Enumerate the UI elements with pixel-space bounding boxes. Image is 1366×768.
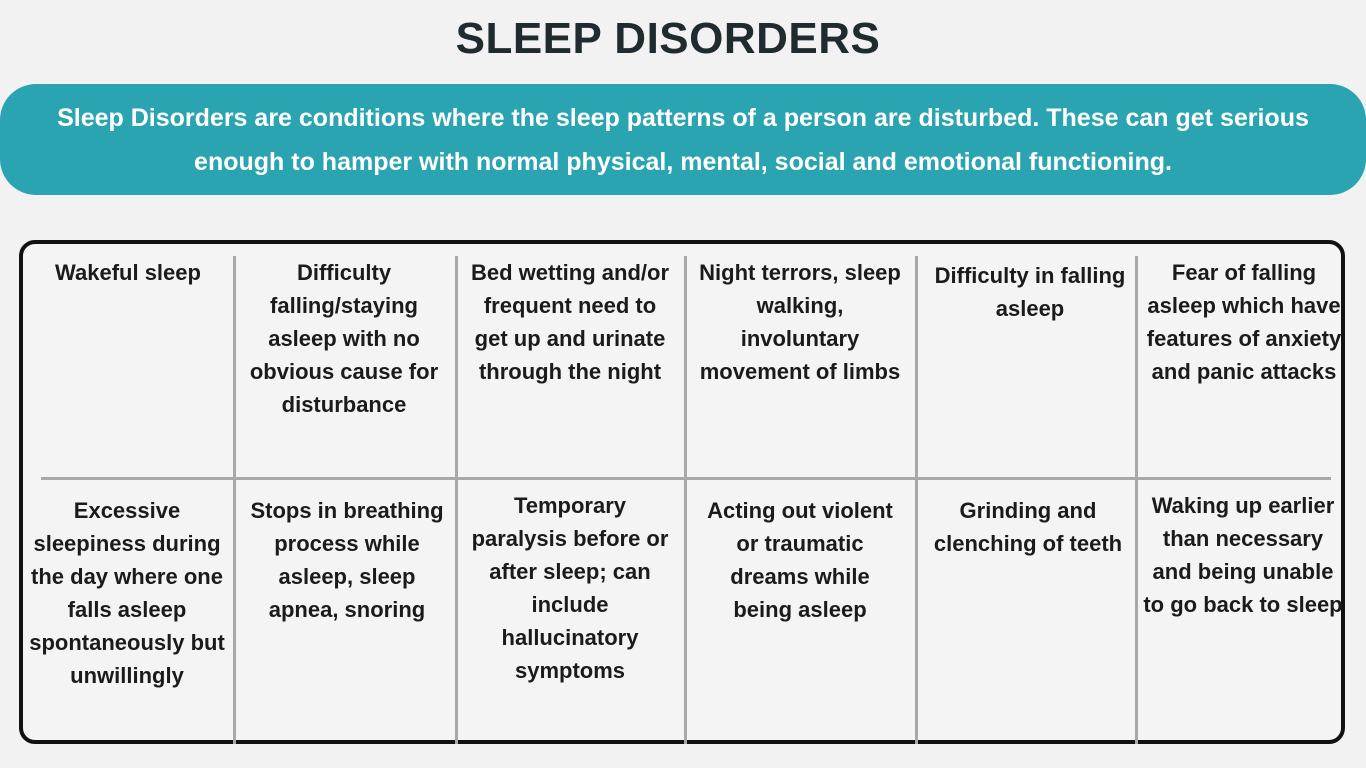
table-cell-r1-c6: Fear of falling asleep which have features of anxiety and panic attacks [1146,260,1342,384]
table-cell-r2-c3: Temporary paralysis before or after sleep; can include hallucinatory symptoms [471,493,669,683]
table-cell-r1-c1: Wakeful sleep [55,260,201,285]
table-cell-r2-c4: Acting out violent or traumatic dreams while being asleep [707,498,893,622]
table-cell-r1-c4: Night terrors, sleep walking, involuntary movement of limbs [699,260,901,384]
table-cell-r2-c1: Excessive sleepiness during the day where one falls asleep spontaneously but unwillingly [29,498,225,688]
column-divider [455,256,458,744]
column-divider [684,256,687,744]
table-cell-r1-c2: Difficulty falling/staying asleep with no obvious cause for disturbance [249,260,439,417]
definition-text: Sleep Disorders are conditions where the sleep patterns of a person are disturbed. These can get serious enough to hamper with normal physical, mental, social and emotional functioning. [57,103,1309,176]
definition-banner [0,84,1366,195]
table-cell-r1-c5: Difficulty in falling asleep [934,263,1126,321]
table-cell-r2-c2: Stops in breathing process while asleep, sleep apnea, snoring [250,498,444,622]
table-cell-r2-c6: Waking up earlier than necessary and being unable to go back to sleep [1143,493,1343,617]
page-title: SLEEP DISORDERS [455,14,881,63]
column-divider [915,256,918,744]
disorders-table [19,240,1345,744]
table-cell-r2-c5: Grinding and clenching of teeth [933,498,1123,556]
table-cell-r1-c3: Bed wetting and/or frequent need to get up and urinate through the night [471,260,669,384]
column-divider [1135,256,1138,744]
row-divider [41,477,1331,480]
column-divider [233,256,236,744]
